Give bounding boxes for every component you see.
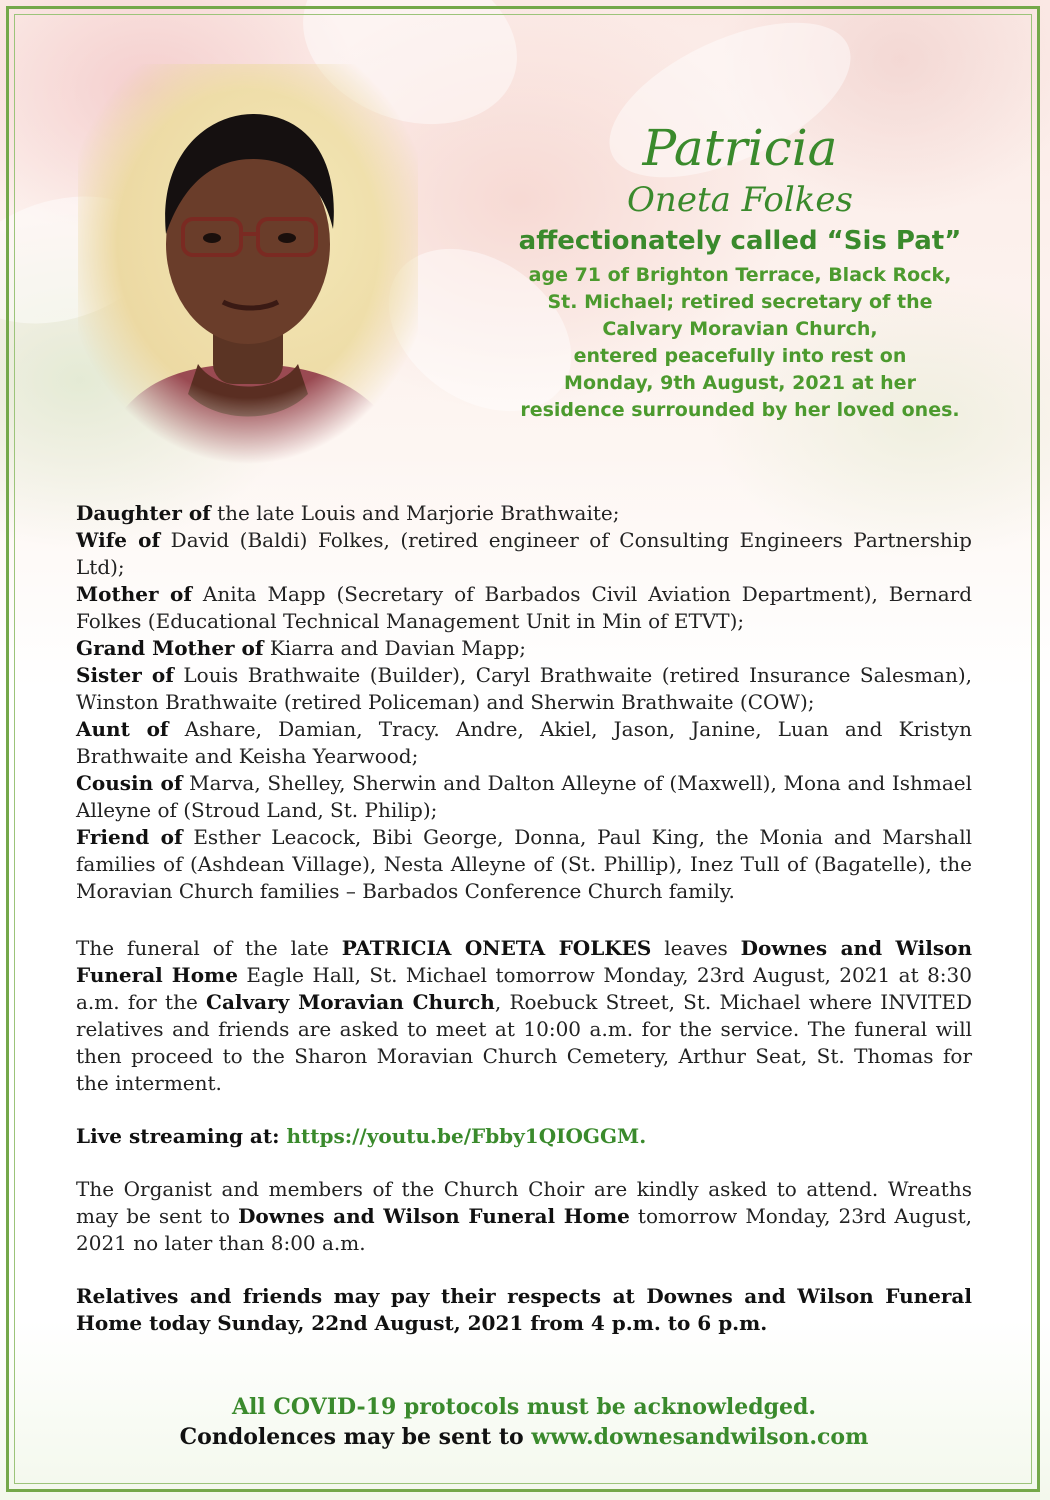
- relation-sister: [76, 662, 972, 716]
- relation-grandmother: [76, 635, 972, 662]
- relation-label: Mother of: [76, 582, 192, 606]
- relation-wife: [76, 527, 972, 581]
- intro-line: entered peacefully into rest on: [573, 345, 907, 367]
- relation-label: Friend of: [76, 825, 183, 849]
- relation-label: Grand Mother of: [76, 636, 264, 660]
- relations-list: [76, 500, 972, 905]
- relation-text: Anita Mapp (Secretary of Barbados Civil Aviation Department), Bernard Folkes (Educational Technical Management Unit in Min of ETVT);: [76, 582, 972, 633]
- relation-text: the late Louis and Marjorie Brathwaite;: [210, 501, 620, 525]
- intro-line: St. Michael; retired secretary of the: [547, 291, 933, 313]
- relation-label: Aunt of: [76, 717, 169, 741]
- relation-friend: [76, 824, 972, 905]
- relation-label: Sister of: [76, 663, 174, 687]
- intro-line: Monday, 9th August, 2021 at her: [564, 372, 916, 394]
- nickname: affectionately called “Sis Pat”: [518, 226, 962, 256]
- live-stream-label: Live streaming at:: [76, 1124, 287, 1148]
- funeral-details: [76, 935, 972, 1097]
- intro-line: age 71 of Brighton Terrace, Black Rock,: [528, 264, 952, 286]
- choir-wreaths: [76, 1176, 972, 1257]
- funeral-home-name: Downes and Wilson Funeral Home: [76, 936, 972, 987]
- intro-text: [490, 262, 990, 424]
- relation-daughter: [76, 500, 972, 527]
- intro-line: Calvary Moravian Church,: [602, 318, 878, 340]
- relation-text: Marva, Shelley, Sherwin and Dalton Alleyne of (Maxwell), Mona and Ishmael Alleyne of (Stroud Land, St. Philip);: [76, 771, 973, 822]
- respects-notice: Relatives and friends may pay their respects at Downes and Wilson Funeral Home today Sunday, 22nd August, 2021 from 4 p.m. to 6 p.m.: [76, 1284, 972, 1335]
- portrait-photo: [78, 64, 418, 464]
- relation-aunt: [76, 716, 972, 770]
- footer: [76, 1392, 972, 1452]
- relation-label: Cousin of: [76, 771, 183, 795]
- relation-text: Louis Brathwaite (Builder), Caryl Brathwaite (retired Insurance Salesman), Winston Brathwaite (retired Policeman) and Sherwin Brathwaite (COW);: [76, 663, 972, 714]
- header-block: [490, 118, 990, 424]
- relation-text: Kiarra and Davian Mapp;: [263, 636, 527, 660]
- choir-text: tomorrow Monday, 23rd August, 2021 no later than 8:00 a.m.: [76, 1204, 972, 1255]
- relation-cousin: [76, 770, 972, 824]
- live-stream-link[interactable]: https://youtu.be/Fbby1QIOGGM.: [286, 1124, 647, 1148]
- funeral-home-name: Downes and Wilson Funeral Home: [238, 1204, 630, 1228]
- website-link[interactable]: www.downesandwilson.com: [531, 1424, 869, 1450]
- relation-label: Wife of: [76, 528, 161, 552]
- funeral-text: , Roebuck Street, St. Michael where INVITED relatives and friends are asked to meet at 10:00 a.m. for the service. The funeral will then proceed to the Sharon Moravian Church Cemetery, Arthur Seat, St. Thomas for the interment.: [76, 990, 973, 1095]
- choir-text: The Organist and members of the Church Choir are kindly asked to attend. Wreaths may be sent to: [76, 1177, 972, 1228]
- relation-text: David (Baldi) Folkes, (retired engineer of Consulting Engineers Partnership Ltd);: [76, 528, 972, 579]
- relation-text: Esther Leacock, Bibi George, Donna, Paul King, the Monia and Marshall families of (Ashdean Village), Nesta Alleyne of (St. Phillip), Inez Tull of (Bagatelle), the Moravian Church families – Barbados Conference Church family.: [76, 825, 973, 903]
- relation-mother: [76, 581, 972, 635]
- first-name: Patricia: [642, 119, 838, 177]
- covid-notice: All COVID-19 protocols must be acknowledged.: [231, 1394, 817, 1420]
- intro-line: residence surrounded by her loved ones.: [520, 399, 960, 421]
- funeral-text: The funeral of the late: [76, 936, 342, 960]
- condolences-line: [76, 1422, 972, 1452]
- funeral-text: leaves: [651, 936, 741, 960]
- full-name: Oneta Folkes: [627, 180, 853, 220]
- deceased-name: PATRICIA ONETA FOLKES: [341, 936, 652, 960]
- relation-label: Daughter of: [76, 501, 211, 525]
- church-name: Calvary Moravian Church: [206, 990, 495, 1014]
- condolences-label: Condolences may be sent to: [179, 1424, 532, 1450]
- funeral-text: Eagle Hall, St. Michael tomorrow Monday, 23rd August, 2021 at 8:30 a.m. for the: [76, 963, 972, 1014]
- live-stream: [76, 1123, 972, 1150]
- obituary-body: [76, 500, 972, 1337]
- relation-text: Ashare, Damian, Tracy. Andre, Akiel, Jason, Janine, Luan and Kristyn Brathwaite and Keisha Yearwood;: [76, 717, 972, 768]
